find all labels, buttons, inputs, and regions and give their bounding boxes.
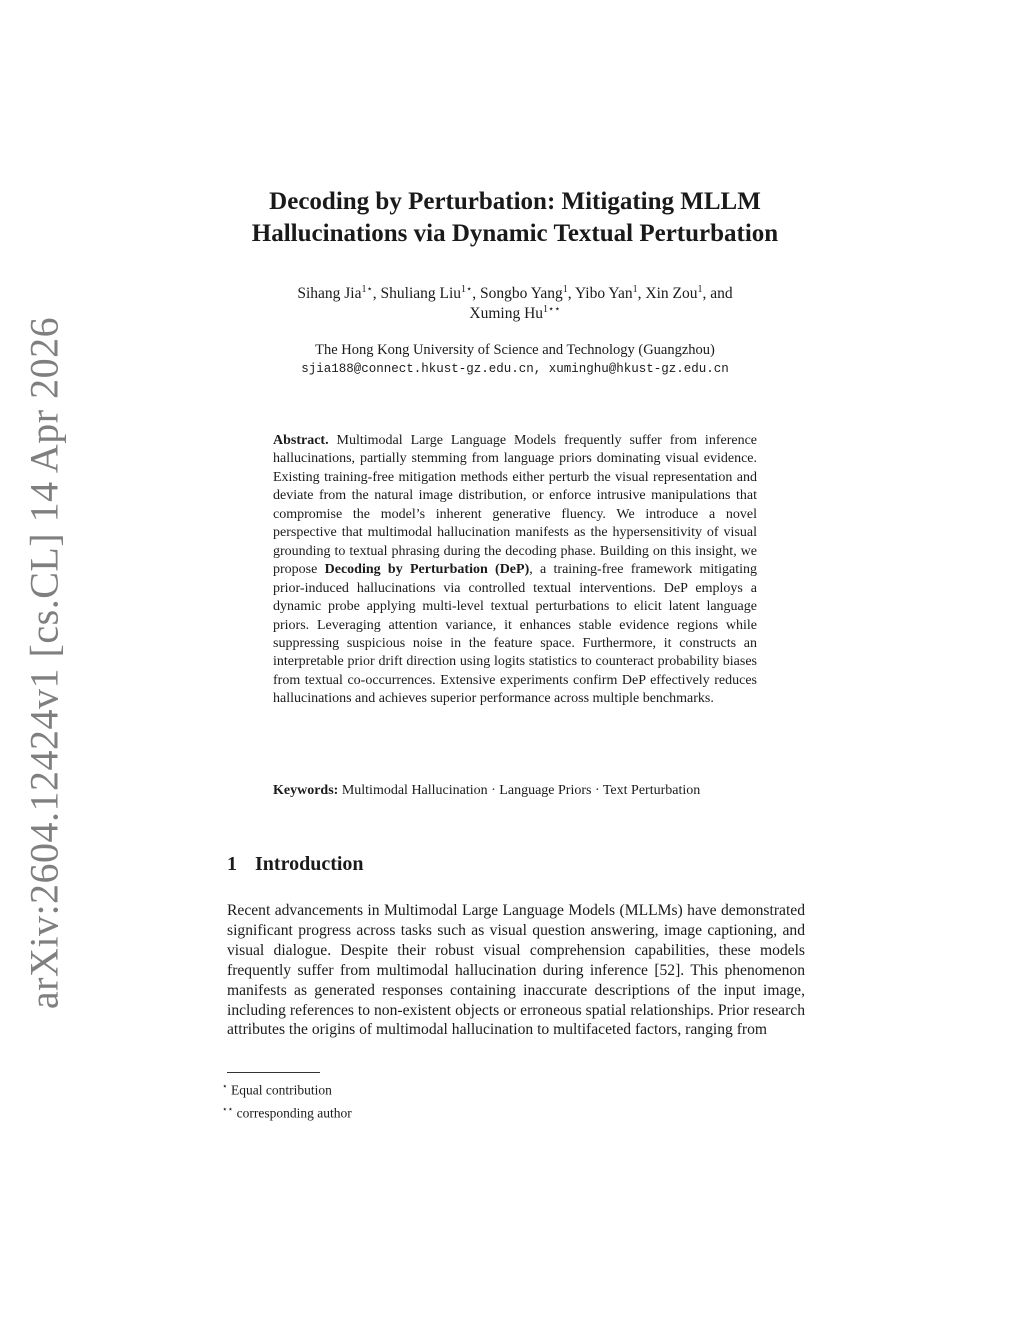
footnote-text: corresponding author: [236, 1105, 352, 1121]
abstract-label: Abstract.: [273, 433, 329, 448]
author-name: Sihang Jia: [297, 285, 362, 302]
author-name: Yibo Yan: [574, 285, 633, 302]
footnotes: [222, 1077, 352, 1123]
author-separator: ,: [567, 285, 575, 302]
section-number: 1: [227, 853, 237, 875]
paper-title: [200, 186, 830, 250]
author-name: Songbo Yang: [480, 285, 563, 302]
abstract-text-part-2: , a training-free framework mitigating prior-induced hallucinations via controlled textual interventions. DeP employs a dynamic probe applying multi-level textual perturbations to elicit latent language priors. Leveraging attention variance, it enhances stable evidence regions while suppressing suspicious noise in the feature space. Furthermore, it constructs an interpretable prior drift direction using logits statistics to counteract probability biases from textual co-occurrences. Extensive experiments confirm DeP effectively reduces hallucinations and achieves superior performance across multiple benchmarks.: [273, 562, 758, 707]
introduction-paragraph: Recent advancements in Multimodal Large Language Models (MLLMs) have demonstrated significant progress across tasks such as visual question answering, image captioning, and visual dialogue. Despite their robust visual comprehension capabilities, these models frequently suffer from multimodal hallucination during inference [52]. This phenomenon manifests as generated responses containing inaccurate descriptions of the input image, including references to non-existent objects or erroneous spatial relationships. Prior research attributes the origins of multimodal hallucination to multifaceted factors, ranging from: [227, 902, 805, 1039]
abstract: [273, 432, 757, 709]
arxiv-identifier-stamp: arXiv:2604.12424v1 [cs.CL] 14 Apr 2026: [21, 316, 67, 1010]
author-mark: 1: [562, 283, 568, 295]
author-separator: ,: [472, 285, 481, 302]
footnote-text: Equal contribution: [231, 1082, 332, 1098]
author-mark: 1⋆⋆: [543, 303, 561, 315]
method-name-highlight: Decoding by Perturbation (DeP): [324, 562, 530, 578]
author-separator: , and: [702, 285, 733, 302]
title-line-2: Hallucinations via Dynamic Textual Perturbation: [251, 220, 779, 247]
footnote-corresponding-author: [222, 1100, 352, 1123]
footnote-equal-contribution: [222, 1077, 352, 1100]
footnote-divider: [227, 1072, 320, 1073]
author-name: Xuming Hu: [469, 305, 544, 322]
footnote-mark: ⋆: [222, 1081, 228, 1091]
affiliation-block: [220, 341, 810, 379]
footnote-mark: ⋆⋆: [222, 1104, 234, 1114]
section-heading-introduction: [227, 853, 364, 876]
author-separator: ,: [372, 285, 381, 302]
title-line-1: Decoding by Perturbation: Mitigating MLLM: [269, 188, 761, 215]
keywords: [273, 782, 757, 800]
abstract-text-part-1: Multimodal Large Language Models frequently suffer from inference hallucinations, partially stemming from language priors dominating visual evidence. Existing training-free mitigation methods either perturb the visual representation and deviate from the natural image distribution, or enforce intrusive manipulations that compromise the model’s inherent generative fluency. We introduce a novel perspective that multimodal hallucination manifests as the hypersensitivity of visual grounding to textual phrasing during the decoding phase. Building on this insight, we propose: [273, 433, 757, 578]
author-mark: 1: [697, 283, 703, 295]
author-list: [220, 284, 810, 324]
author-emails[interactable]: sjia188@connect.hkust-gz.edu.cn, xuminghu@hkust-gz.edu.cn: [301, 362, 729, 376]
author-mark: 1⋆: [361, 283, 373, 295]
section-title: Introduction: [255, 853, 364, 875]
affiliation-name: The Hong Kong University of Science and Technology (Guangzhou): [315, 342, 715, 358]
author-mark: 1⋆: [461, 283, 473, 295]
author-name: Shuliang Liu: [380, 285, 462, 302]
keywords-text: Multimodal Hallucination · Language Priors · Text Perturbation: [341, 783, 701, 798]
author-separator: ,: [637, 285, 646, 302]
keywords-label: Keywords:: [273, 783, 339, 798]
author-mark: 1: [632, 283, 638, 295]
author-name: Xin Zou: [645, 285, 698, 302]
